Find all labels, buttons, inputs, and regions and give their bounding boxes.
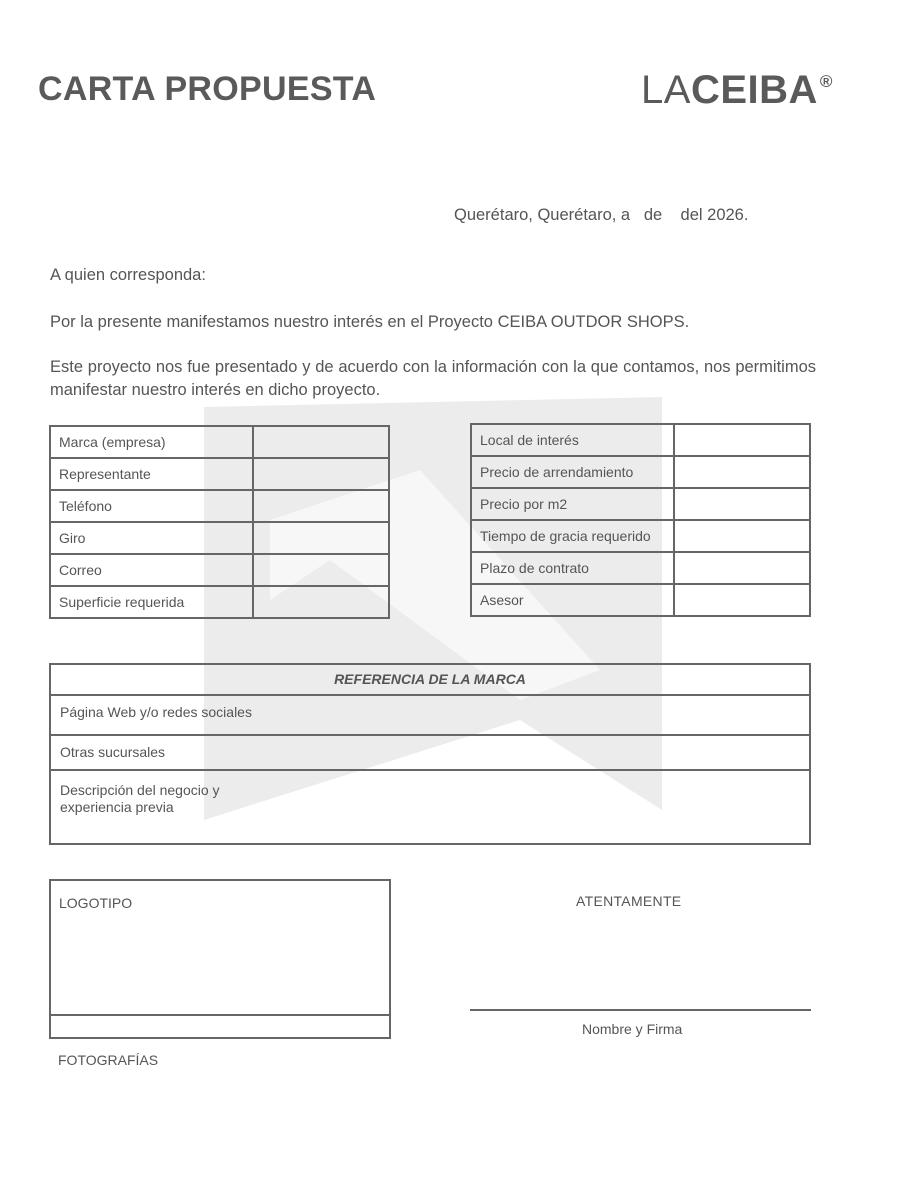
field-label: Precio por m2 — [471, 488, 674, 520]
field-input[interactable] — [253, 586, 389, 618]
field-input[interactable] — [674, 520, 810, 552]
lease-info-table — [470, 423, 811, 617]
field-label: Marca (empresa) — [50, 426, 253, 458]
table-row — [50, 426, 389, 458]
logo-la: LA — [641, 68, 691, 112]
field-input[interactable] — [253, 458, 389, 490]
table-row — [471, 584, 810, 616]
field-label: Asesor — [471, 584, 674, 616]
greeting: A quien corresponda: — [50, 266, 206, 284]
other-branches-field[interactable]: Otras sucursales — [51, 734, 809, 769]
table-row — [50, 522, 389, 554]
field-input[interactable] — [253, 426, 389, 458]
table-row — [50, 490, 389, 522]
field-label: Precio de arrendamiento — [471, 456, 674, 488]
table-row — [471, 424, 810, 456]
field-label: Superficie requerida — [50, 586, 253, 618]
business-description-field[interactable]: Descripción del negocio y experiencia previa — [51, 769, 809, 843]
table-row — [50, 458, 389, 490]
table-row — [50, 554, 389, 586]
field-input[interactable] — [674, 584, 810, 616]
table-row — [471, 552, 810, 584]
table-row — [471, 520, 810, 552]
brand-info-table — [49, 425, 390, 619]
registered-mark: ® — [819, 72, 833, 91]
interest-paragraph: Por la presente manifestamos nuestro interés en el Proyecto CEIBA OUTDOR SHOPS. — [50, 313, 690, 331]
table-row — [50, 586, 389, 618]
field-label: Tiempo de gracia requerido — [471, 520, 674, 552]
field-input[interactable] — [674, 424, 810, 456]
field-label: Representante — [50, 458, 253, 490]
field-label: Teléfono — [50, 490, 253, 522]
table-row — [471, 488, 810, 520]
closing-text: ATENTAMENTE — [576, 893, 682, 909]
logo-ceiba: CEIBA — [690, 68, 818, 112]
field-input[interactable] — [253, 522, 389, 554]
photos-label: FOTOGRAFÍAS — [58, 1052, 159, 1068]
field-input[interactable] — [253, 554, 389, 586]
field-input[interactable] — [674, 456, 810, 488]
web-social-field[interactable]: Página Web y/o redes sociales — [51, 694, 809, 734]
reference-title: REFERENCIA DE LA MARCA — [334, 671, 526, 687]
logo-upload-box[interactable] — [49, 879, 391, 1039]
date-line: Querétaro, Querétaro, a de del 2026. — [454, 206, 749, 224]
field-label: Giro — [50, 522, 253, 554]
field-input[interactable] — [674, 552, 810, 584]
field-label: Plazo de contrato — [471, 552, 674, 584]
field-input[interactable] — [674, 488, 810, 520]
field-input[interactable] — [253, 490, 389, 522]
brand-reference-box — [49, 663, 811, 845]
field-label: Local de interés — [471, 424, 674, 456]
signature-line[interactable] — [470, 1009, 811, 1011]
table-row — [471, 456, 810, 488]
project-paragraph: Este proyecto nos fue presentado y de acuerdo con la información con la que contamos, nos permitimos manifestar nuestro interés en dicho proyecto. — [50, 358, 816, 399]
divider — [51, 1014, 389, 1016]
laceiba-logo — [641, 68, 833, 113]
signature-label: Nombre y Firma — [582, 1021, 683, 1037]
page-title: CARTA PROPUESTA — [38, 70, 377, 108]
logo-label: LOGOTIPO — [59, 895, 133, 911]
field-label: Correo — [50, 554, 253, 586]
